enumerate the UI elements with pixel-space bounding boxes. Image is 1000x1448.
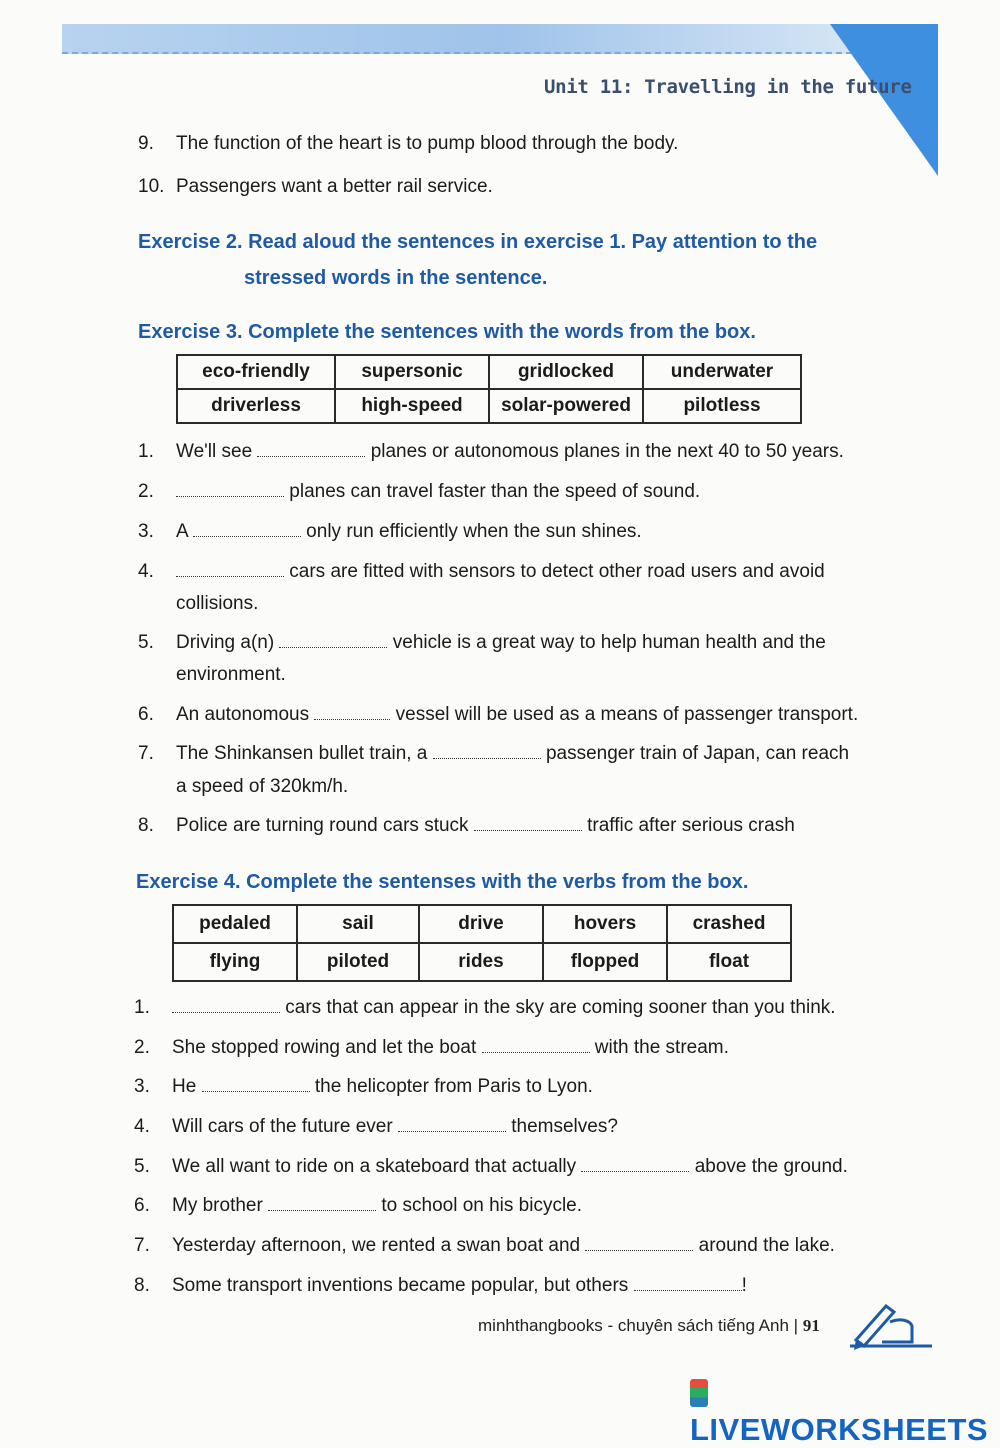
item-number: 4.	[138, 561, 154, 582]
item-number: 4.	[134, 1116, 150, 1137]
ex4-word-box	[172, 904, 792, 982]
item-text-post: themselves?	[505, 1116, 618, 1137]
ex3-heading: Exercise 3. Complete the sentences with the words from the box.	[138, 321, 756, 343]
item-number: 5.	[134, 1156, 150, 1177]
item-text-post: vessel will be used as a means of passenger transport.	[390, 704, 859, 725]
ex3-item-4-cont: collisions.	[176, 593, 259, 614]
word-cell: supersonic	[335, 355, 489, 389]
word-cell: underwater	[643, 355, 801, 389]
liveworksheets-logo	[690, 1376, 1000, 1448]
answer-blank[interactable]	[172, 994, 280, 1013]
item-number: 1.	[134, 997, 150, 1018]
liveworksheets-mark-icon	[690, 1379, 708, 1407]
answer-blank[interactable]	[482, 1034, 590, 1053]
item-text-pre: Yesterday afternoon, we rented a swan boat and	[172, 1235, 586, 1256]
answer-blank[interactable]	[474, 812, 582, 831]
item-text-pre: Police are turning round cars stuck	[176, 815, 474, 836]
word-cell: float	[667, 943, 791, 981]
ex4-heading: Exercise 4. Complete the sentenses with the verbs from the box.	[136, 871, 749, 893]
word-cell: pedaled	[173, 905, 297, 943]
top-banner	[62, 24, 862, 54]
answer-blank[interactable]	[176, 558, 284, 577]
item-text-pre: She stopped rowing and let the boat	[172, 1037, 482, 1058]
word-cell: eco-friendly	[177, 355, 335, 389]
item-text-post: cars are fitted with sensors to detect other road users and avoid	[284, 561, 825, 582]
item-text-pre: He	[172, 1076, 202, 1097]
answer-blank[interactable]	[268, 1192, 376, 1211]
word-cell: high-speed	[335, 389, 489, 423]
word-cell: flying	[173, 943, 297, 981]
item-text-pre: A	[176, 521, 193, 542]
answer-blank[interactable]	[398, 1113, 506, 1132]
item-text-pre: Will cars of the future ever	[172, 1116, 398, 1137]
item-text-post: planes can travel faster than the speed of sound.	[284, 481, 701, 502]
word-cell: hovers	[543, 905, 667, 943]
ex3-word-box	[176, 354, 802, 424]
page-footer	[478, 1316, 820, 1336]
answer-blank[interactable]	[193, 518, 301, 537]
word-cell: gridlocked	[489, 355, 643, 389]
ex3-item-7-cont: a speed of 320km/h.	[176, 776, 349, 797]
word-cell: drive	[419, 905, 543, 943]
item-text-post: !	[741, 1275, 747, 1296]
item-text-post: passenger train of Japan, can reach	[540, 743, 850, 764]
ex2-heading: Exercise 2. Read aloud the sentences in exercise 1. Pay attention to the	[138, 231, 818, 253]
item-number: 7.	[134, 1235, 150, 1256]
item-number: 6.	[138, 704, 154, 725]
item-text: Passengers want a better rail service.	[176, 176, 493, 197]
word-cell: piloted	[297, 943, 419, 981]
item-number: 2.	[138, 481, 154, 502]
item-text-post: with the stream.	[589, 1037, 729, 1058]
answer-blank[interactable]	[314, 701, 390, 720]
item-text-post: planes or autonomous planes in the next 40 to 50 years.	[365, 441, 844, 462]
item-number: 8.	[134, 1275, 150, 1296]
word-cell: rides	[419, 943, 543, 981]
item-text-pre: We'll see	[176, 441, 258, 462]
item-text-pre: An autonomous	[176, 704, 315, 725]
item-number: 2.	[134, 1037, 150, 1058]
answer-blank[interactable]	[634, 1272, 742, 1291]
word-cell: solar-powered	[489, 389, 643, 423]
word-cell: pilotless	[643, 389, 801, 423]
item-number: 7.	[138, 743, 154, 764]
answer-blank[interactable]	[257, 438, 365, 457]
item-number: 3.	[138, 521, 154, 542]
item-text-post: above the ground.	[689, 1156, 848, 1177]
answer-blank[interactable]	[581, 1153, 689, 1172]
unit-title: Unit 11: Travelling in the future	[544, 76, 912, 98]
item-number: 1.	[138, 441, 154, 462]
item-text-pre: Some transport inventions became popular, but others	[172, 1275, 634, 1296]
item-number: 9.	[138, 133, 154, 154]
item-text: The function of the heart is to pump blood through the body.	[176, 133, 679, 154]
item-text-pre: My brother	[172, 1195, 269, 1216]
item-number: 5.	[138, 632, 154, 653]
corner-decoration	[830, 24, 938, 176]
item-text-post: the helicopter from Paris to Lyon.	[309, 1076, 593, 1097]
item-text-post: to school on his bicycle.	[376, 1195, 583, 1216]
pen-writing-icon	[846, 1296, 936, 1352]
word-cell: driverless	[177, 389, 335, 423]
answer-blank[interactable]	[433, 740, 541, 759]
item-text-post: cars that can appear in the sky are coming sooner than you think.	[280, 997, 836, 1018]
ex3-item-5-cont: environment.	[176, 664, 286, 685]
word-cell: flopped	[543, 943, 667, 981]
answer-blank[interactable]	[176, 478, 284, 497]
item-text-pre: The Shinkansen bullet train, a	[176, 743, 433, 764]
answer-blank[interactable]	[279, 629, 387, 648]
item-text-post: only run efficiently when the sun shines.	[300, 521, 642, 542]
item-number: 3.	[134, 1076, 150, 1097]
ex2-heading-cont: stressed words in the sentence.	[244, 267, 548, 289]
item-number: 10.	[138, 176, 165, 197]
logo-text: LIVEWORKSHEETS	[690, 1412, 989, 1447]
footer-label: minhthangbooks - chuyên sách tiếng Anh |	[478, 1316, 799, 1335]
page-number: 91	[802, 1316, 820, 1335]
item-text-post: traffic after serious crash	[581, 815, 795, 836]
item-text-pre: We all want to ride on a skateboard that actually	[172, 1156, 582, 1177]
word-cell: sail	[297, 905, 419, 943]
item-text-post: vehicle is a great way to help human health and the	[387, 632, 826, 653]
answer-blank[interactable]	[202, 1073, 310, 1092]
item-text-post: around the lake.	[693, 1235, 835, 1256]
item-text-pre: Driving a(n)	[176, 632, 280, 653]
answer-blank[interactable]	[585, 1232, 693, 1251]
item-number: 6.	[134, 1195, 150, 1216]
item-number: 8.	[138, 815, 154, 836]
word-cell: crashed	[667, 905, 791, 943]
